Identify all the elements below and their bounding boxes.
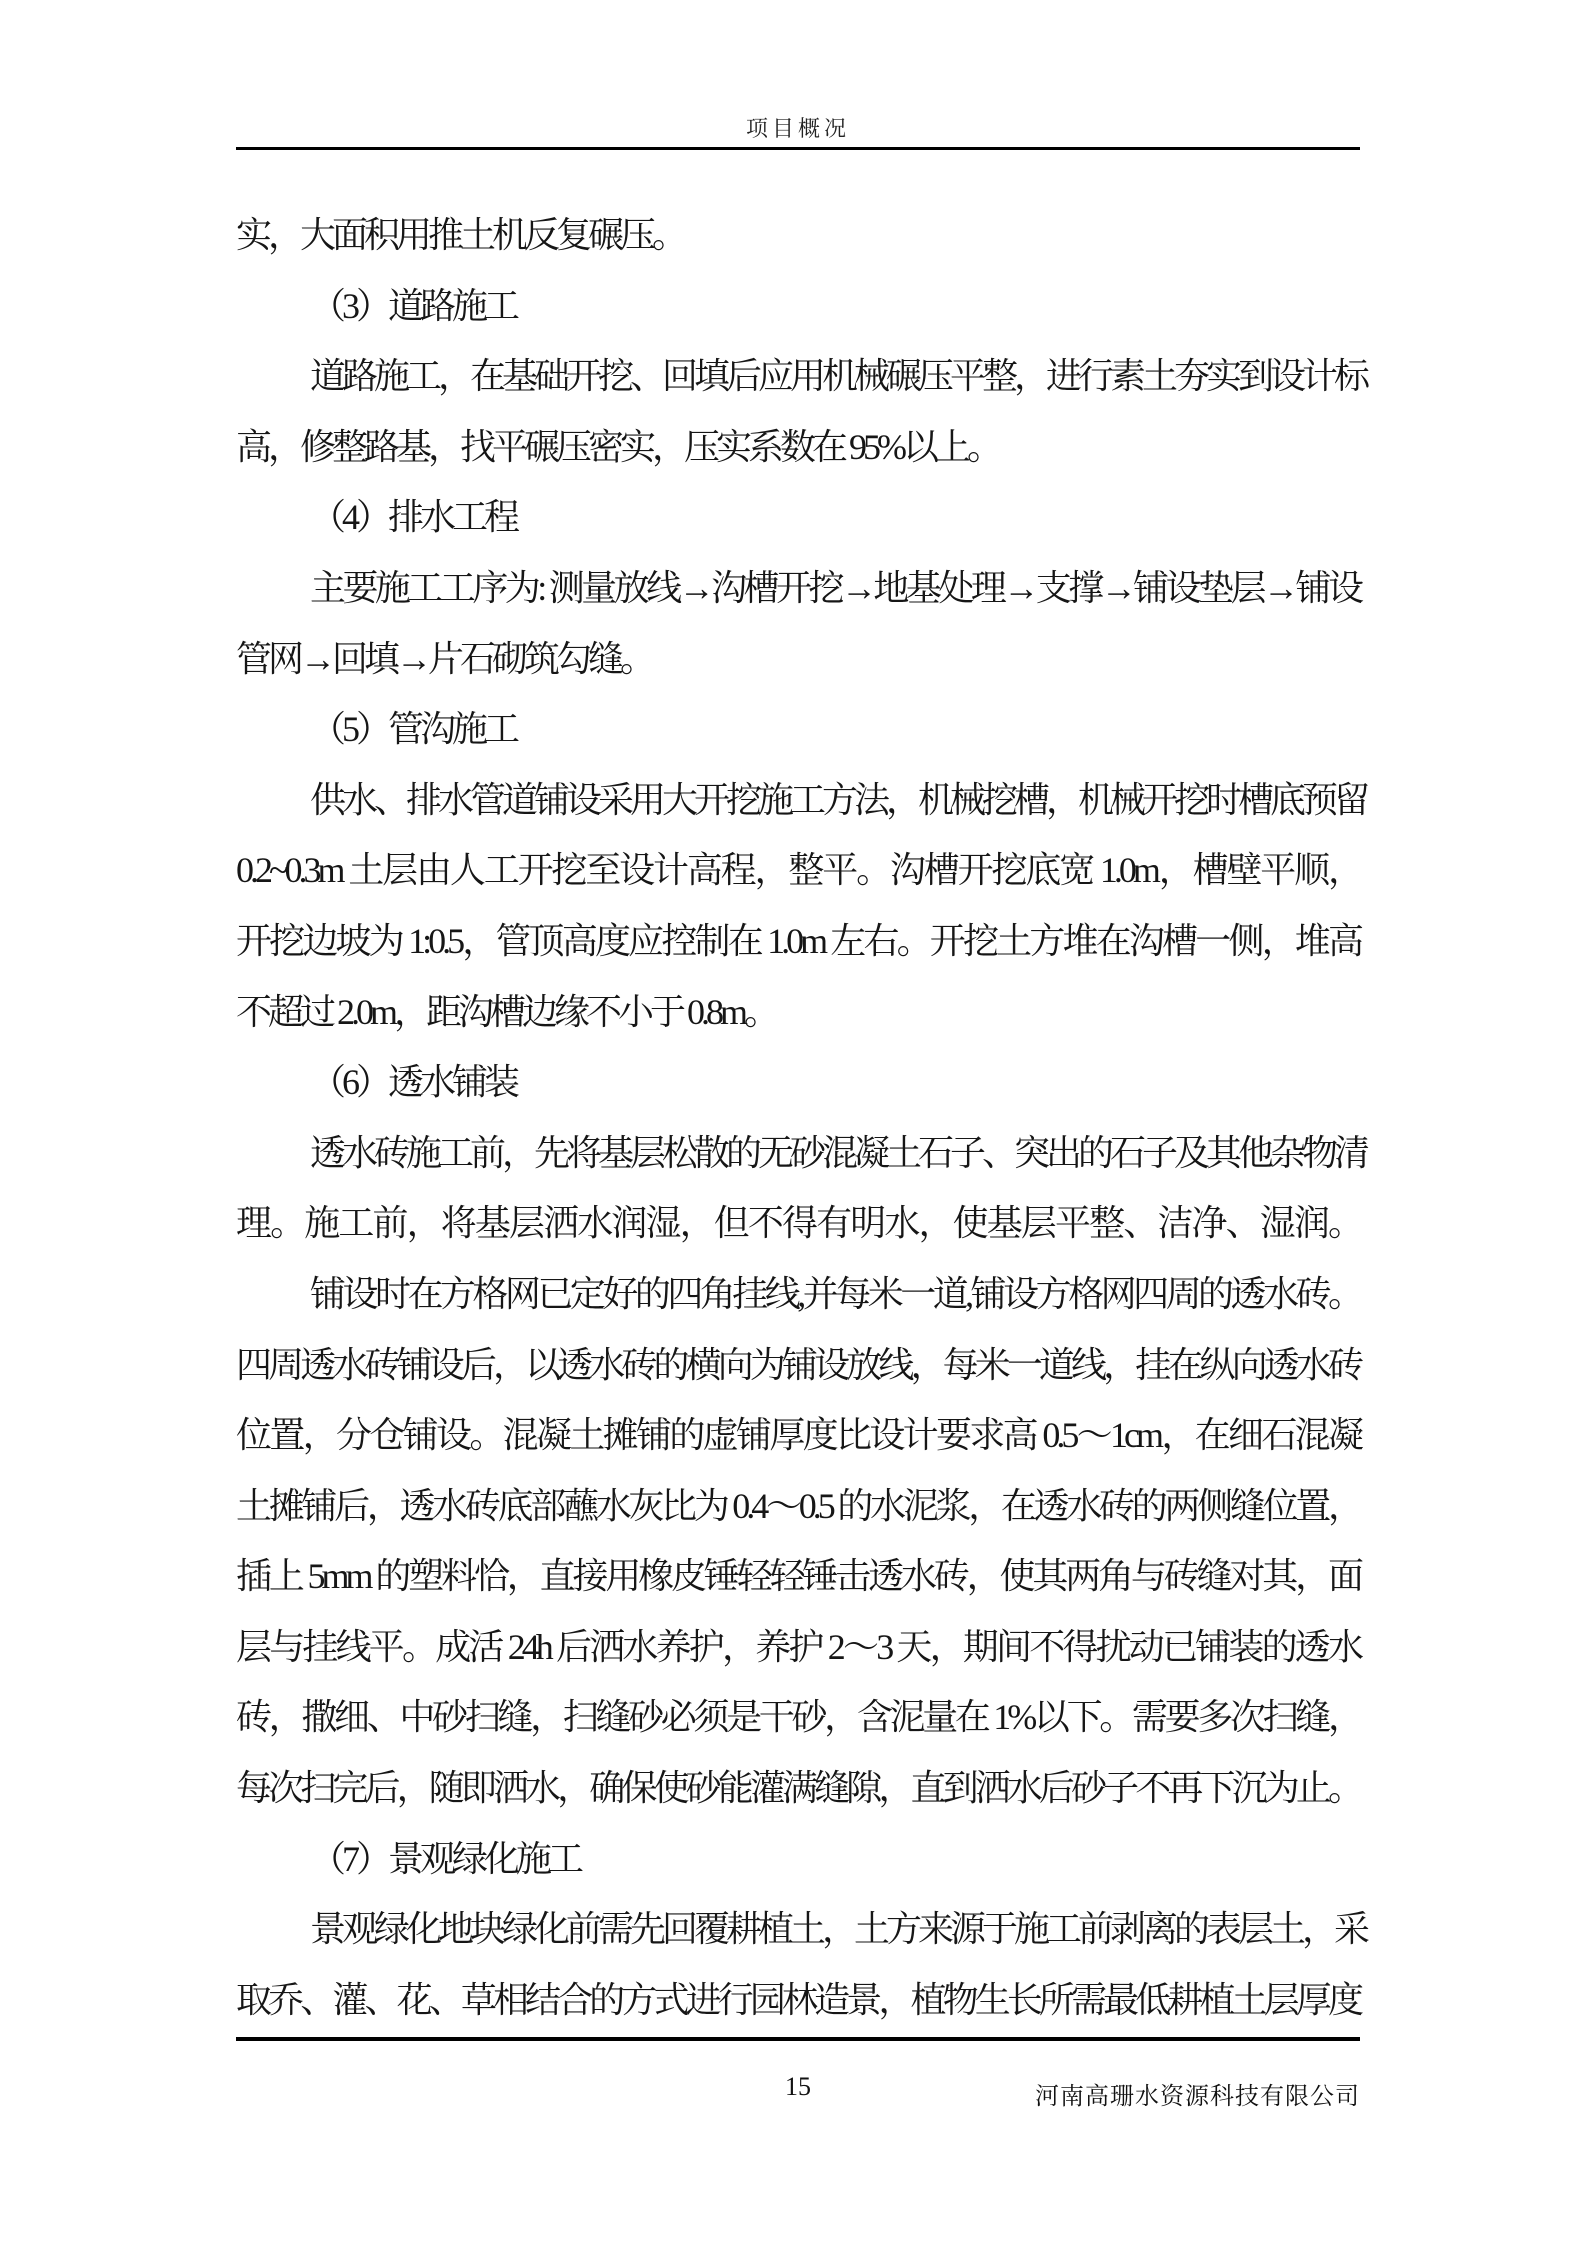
text-line: （4）排水工程 bbox=[310, 497, 517, 538]
text-line: （7）景观绿化施工 bbox=[310, 1838, 581, 1879]
text-line: 开挖边坡为 1:0.5，管顶高度应控制在 1.0m 左右。开挖土方堆在沟槽一侧，堆高 bbox=[236, 920, 1360, 961]
page-header-title: 项目概况 bbox=[745, 116, 850, 141]
text-line: 主要施工工序为: 测量放线→沟槽开挖→地基处理→支撑→铺设垫层→铺设 bbox=[310, 567, 1360, 608]
text-line: 不超过 2.0m，距沟槽边缘不小于 0.8m。 bbox=[236, 991, 777, 1032]
text-line: 层与挂线平。成活 24h 后洒水养护，养护 2～3 天，期间不得扰动已铺装的透水 bbox=[236, 1626, 1360, 1667]
footer-company-name: 河南高珊水资源科技有限公司 bbox=[1035, 2084, 1360, 2110]
header-divider bbox=[236, 147, 1360, 150]
text-line: 管网→回填→片石砌筑勾缝。 bbox=[236, 638, 653, 679]
text-line: 供水、排水管道铺设采用大开挖施工方法，机械挖槽，机械开挖时槽底预留 bbox=[310, 779, 1367, 820]
text-line: 砖，撒细、中砂扫缝，扫缝砂必须是干砂，含泥量在 1%以下。需要多次扫缝， bbox=[236, 1697, 1360, 1738]
text-line: 四周透水砖铺设后，以透水砖的横向为铺设放线，每米一道线，挂在纵向透水砖 bbox=[236, 1344, 1360, 1385]
text-line: 土摊铺后，透水砖底部蘸水灰比为 0.4～0.5 的水泥浆，在透水砖的两侧缝位置， bbox=[236, 1485, 1360, 1526]
text-line: 每次扫完后，随即洒水，确保使砂能灌满缝隙，直到洒水后砂子不再下沉为止。 bbox=[236, 1768, 1360, 1809]
page-number: 15 bbox=[785, 2072, 811, 2101]
text-line: （5）管沟施工 bbox=[310, 709, 517, 750]
text-line: （6）透水铺装 bbox=[310, 1062, 517, 1103]
text-line: 铺设时在方格网已定好的四角挂线,并每米一道,铺设方格网四周的透水砖。 bbox=[310, 1273, 1360, 1314]
text-line: 理。施工前，将基层洒水润湿，但不得有明水，使基层平整、洁净、湿润。 bbox=[236, 1203, 1360, 1244]
text-line: 0.2~0.3m 土层由人工开挖至设计高程，整平。沟槽开挖底宽 1.0m，槽壁平顺， bbox=[236, 850, 1360, 891]
text-line: 透水砖施工前，先将基层松散的无砂混凝土石子、突出的石子及其他杂物清 bbox=[310, 1132, 1367, 1173]
text-line: 取乔、灌、花、草相结合的方式进行园林造景，植物生长所需最低耕植土层厚度 bbox=[236, 1979, 1360, 2020]
text-line: 景观绿化地块绿化前需先回覆耕植土，土方来源于施工前剥离的表层土，采 bbox=[310, 1909, 1367, 1950]
text-line: 实，大面积用推土机反复碾压。 bbox=[236, 215, 685, 255]
text-line: 道路施工，在基础开挖、回填后应用机械碾压平整，进行素土夯实到设计标 bbox=[310, 356, 1367, 397]
text-line: 高，修整路基，找平碾压密实，压实系数在 95%以上。 bbox=[236, 426, 999, 467]
text-line: 插上 5mm 的塑料恰，直接用橡皮锤轻轻锤击透水砖，使其两角与砖缝对其，面 bbox=[236, 1556, 1360, 1597]
document-body bbox=[236, 200, 1367, 2035]
footer-divider bbox=[236, 2037, 1360, 2041]
text-line: （3）道路施工 bbox=[310, 285, 517, 326]
text-line: 位置，分仓铺设。混凝土摊铺的虚铺厚度比设计要求高 0.5～1cm，在细石混凝 bbox=[236, 1415, 1360, 1456]
